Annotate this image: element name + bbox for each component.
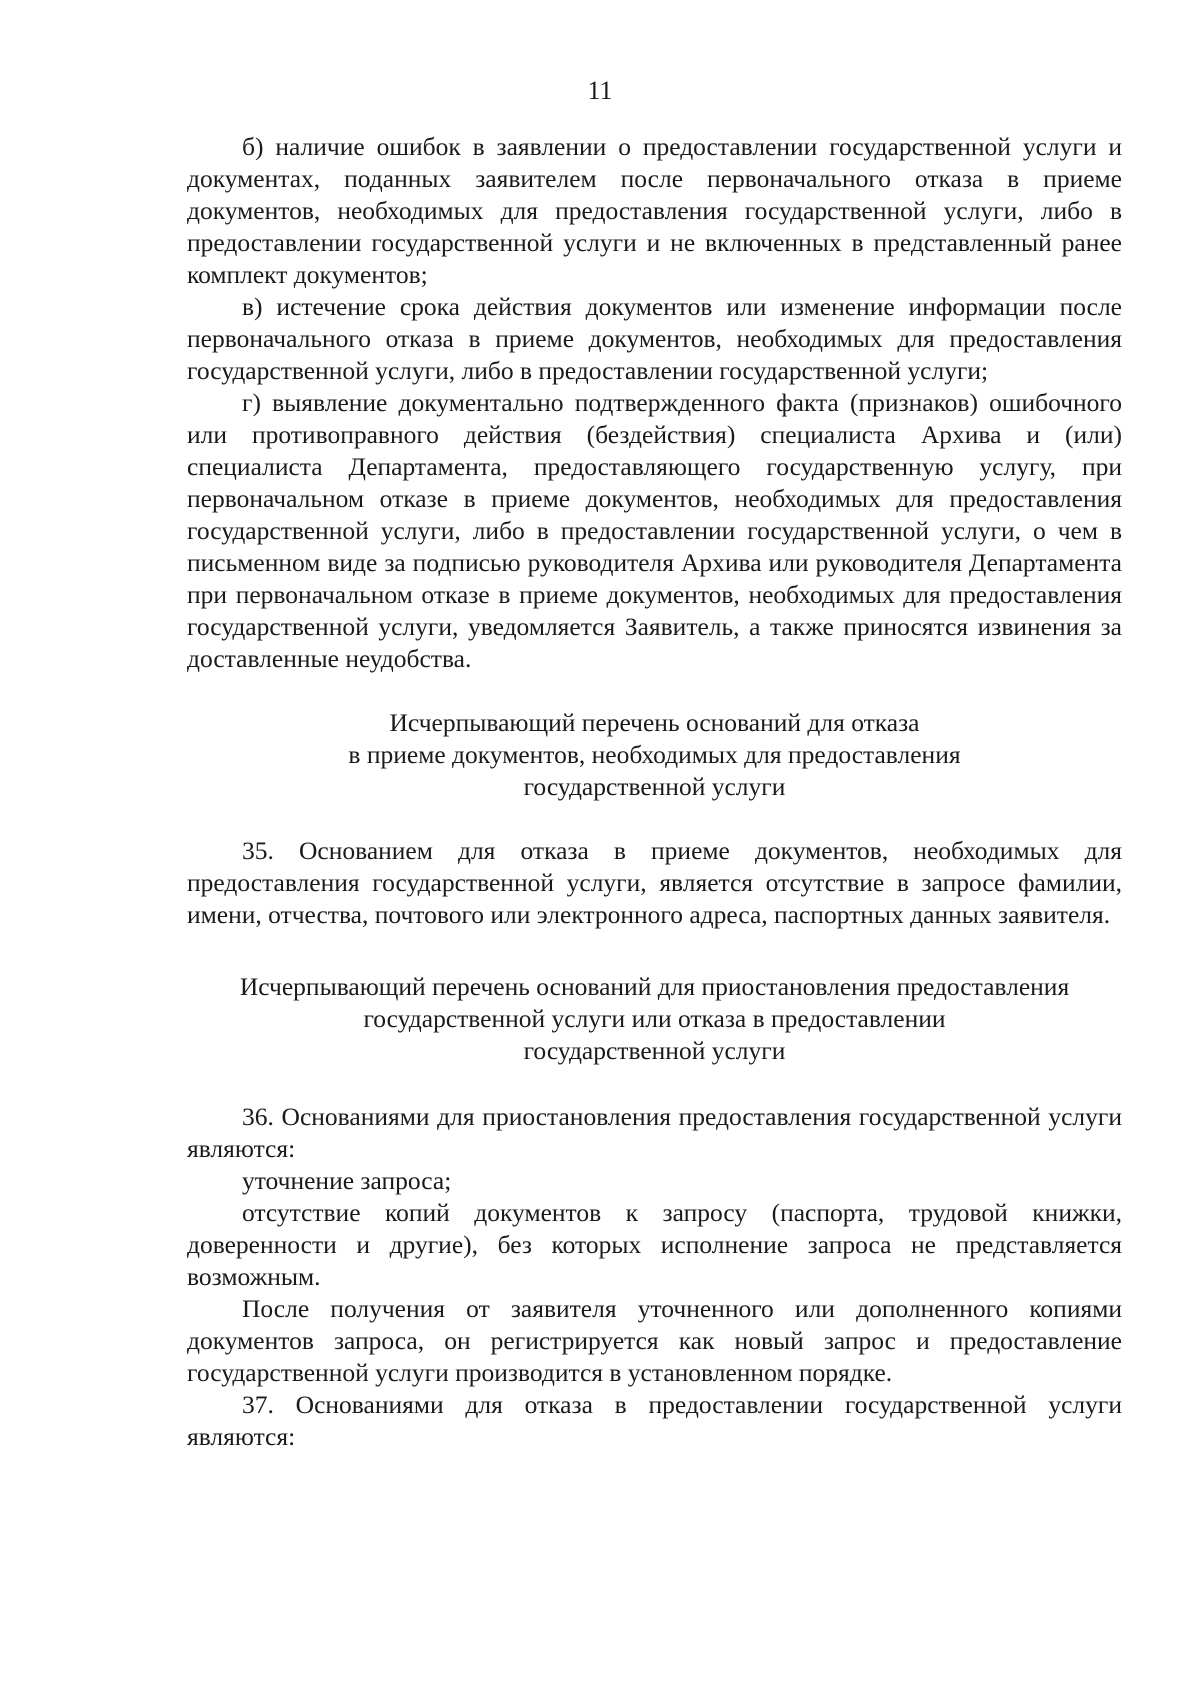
paragraph-36: 36. Основаниями для приостановления предоставления государственной услуги являются:: [187, 1102, 1122, 1163]
paragraph-after-receipt: После получения от заявителя уточненного или дополненного копиями документов запроса, он регистрируется как новый запрос и предоставление государственной услуги производится в установленном порядке.: [187, 1294, 1122, 1387]
paragraph-missing-copies: отсутствие копий документов к запросу (паспорта, трудовой книжки, доверенности и другие), без которых исполнение запроса не представляется возможным.: [187, 1198, 1122, 1291]
paragraph-37: 37. Основаниями для отказа в предоставлении государственной услуги являются:: [187, 1390, 1122, 1451]
page-number: 11: [587, 76, 613, 105]
paragraph-g: г) выявление документально подтвержденного факта (признаков) ошибочного или противоправного действия (бездействия) специалиста Архива и (или) специалиста Департамента, предоставляющего государственную услугу, при первоначальном отказе в приеме документов, необходимых для предоставления государственной услуги, либо в предоставлении государственной услуги, о чем в письменном виде за подписью руководителя Архива или руководителя Департамента при первоначальном отказе в приеме документов, необходимых для предоставления государственной услуги, уведомляется Заявитель, а также приносятся извинения за доставленные неудобства.: [187, 388, 1122, 673]
heading-line: государственной услуги или отказа в предоставлении: [363, 1004, 946, 1033]
paragraph-v: в) истечение срока действия документов или изменение информации после первоначального отказа в приеме документов, необходимых для предоставления государственной услуги, либо в предоставлении государственной услуги;: [187, 292, 1122, 385]
document-body: [187, 131, 1122, 1453]
heading-line: в приеме документов, необходимых для предоставления: [348, 740, 961, 769]
section-heading-suspension-refusal: [187, 971, 1122, 1067]
heading-line: Исчерпывающий перечень оснований для отказа: [389, 708, 920, 737]
paragraph-35: 35. Основанием для отказа в приеме документов, необходимых для предоставления государственной услуги, является отсутствие в запросе фамилии, имени, отчества, почтового или электронного адреса, паспортных данных заявителя.: [187, 836, 1122, 929]
paragraph-clarification: уточнение запроса;: [242, 1166, 452, 1195]
section-heading-refusal-acceptance: [187, 707, 1122, 803]
paragraph-b: б) наличие ошибок в заявлении о предоставлении государственной услуги и документах, поданных заявителем после первоначального отказа в приеме документов, необходимых для предоставления государственной услуги, либо в предоставлении государственной услуги и не включенных в представленный ранее комплект документов;: [187, 132, 1122, 289]
heading-line: государственной услуги: [523, 1036, 786, 1065]
heading-line: государственной услуги: [523, 772, 786, 801]
heading-line: Исчерпывающий перечень оснований для приостановления предоставления: [239, 972, 1070, 1001]
